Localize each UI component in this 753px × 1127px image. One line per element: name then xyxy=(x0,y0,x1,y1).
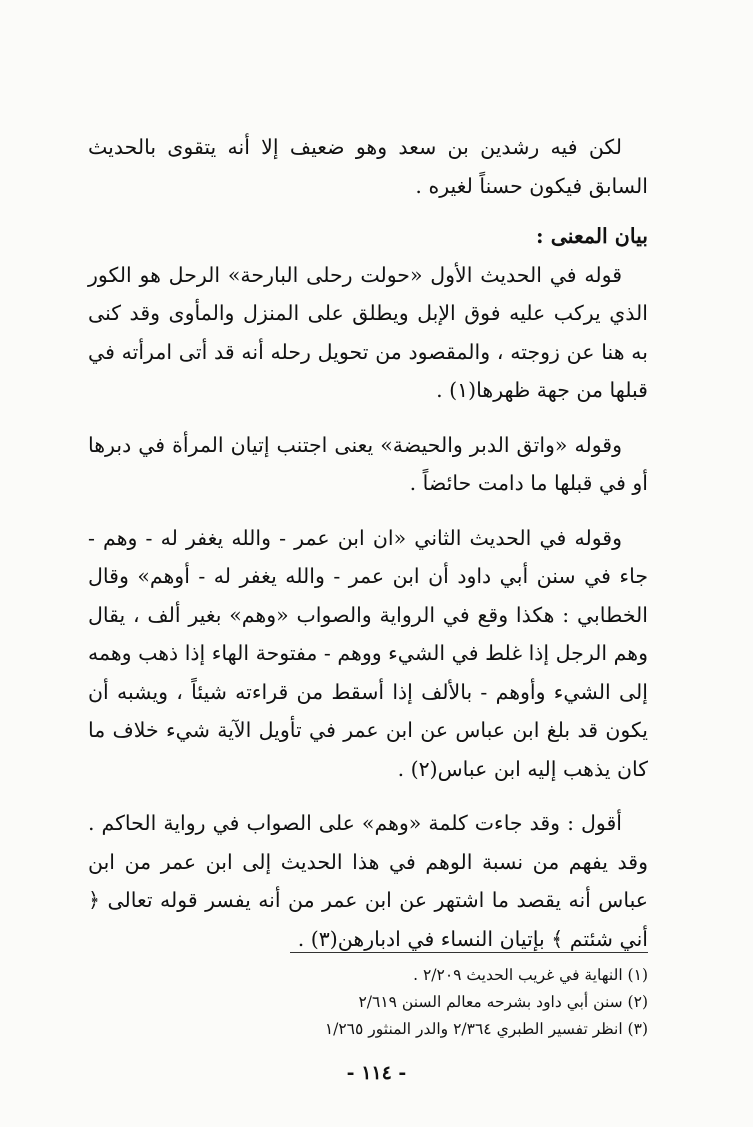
section-heading: بيان المعنى : xyxy=(536,224,648,248)
paragraph-1: لكن فيه رشدين بن سعد وهو ضعيف إلا أنه يتقوى بالحديث السابق فيكون حسناً لغيره . xyxy=(88,135,648,198)
paragraph-3: وقوله «واتق الدبر والحيضة» يعنى اجتنب إتيان المرأة في دبرها أو في قبلها ما دامت حائضاً . xyxy=(88,432,648,495)
footnote-2: (٢) سنن أبي داود بشرحه معالم السنن ٢/٦١٩ xyxy=(358,993,648,1011)
page-number: - ١١٤ - xyxy=(346,1062,407,1084)
footnote-divider xyxy=(290,952,648,953)
paragraph-4: وقوله في الحديث الثاني «ان ابن عمر - والله يغفر له - وهم - جاء في سنن أبي داود أن ابن عمر - والله يغفر له - أوهم» وقال الخطابي : هكذا وقع في الرواية والصواب «وهم» بغير ألف ، يقال وهم الرجل إذا غلط في الشيء ووهم - مفتوحة الهاء إذا ذهب وهمه إلى الشيء وأوهم - بالألف إذا أسقط من قراءته شيئاً ، ويشبه أن يكون قد بلغ ابن عباس عن ابن عمر في تأويل الآية شيء خلاف ما كان يذهب إليه ابن عباس(٢) . xyxy=(88,525,648,781)
main-text xyxy=(88,128,648,958)
paragraph-5: أقول : وقد جاءت كلمة «وهم» على الصواب في رواية الحاكم . وقد يفهم من نسبة الوهم في هذا الحديث إلى ابن عمر من ابن عباس أنه يقصد ما اشتهر عن ابن عمر من أنه يفسر قوله تعالى ﴿ أني شئتم ﴾ بإتيان النساء في ادبارهن(٣) . xyxy=(88,811,648,951)
footnote-3: (٣) انظر تفسير الطبري ٢/٣٦٤ والدر المنثور ١/٢٦٥ xyxy=(324,1020,648,1038)
footnote-1: (١) النهاية في غريب الحديث ٢/٢٠٩ . xyxy=(413,966,648,984)
footnotes xyxy=(290,962,648,1043)
paragraph-2: قوله في الحديث الأول «حولت رحلى البارحة» الرحل هو الكور الذي يركب عليه فوق الإبل ويطلق على المنزل والمأوى وقد كنى به هنا عن زوجته ، والمقصود من تحويل رحله أنه قد أتى امرأته في قبلها من جهة ظهرها(١) . xyxy=(88,262,648,402)
